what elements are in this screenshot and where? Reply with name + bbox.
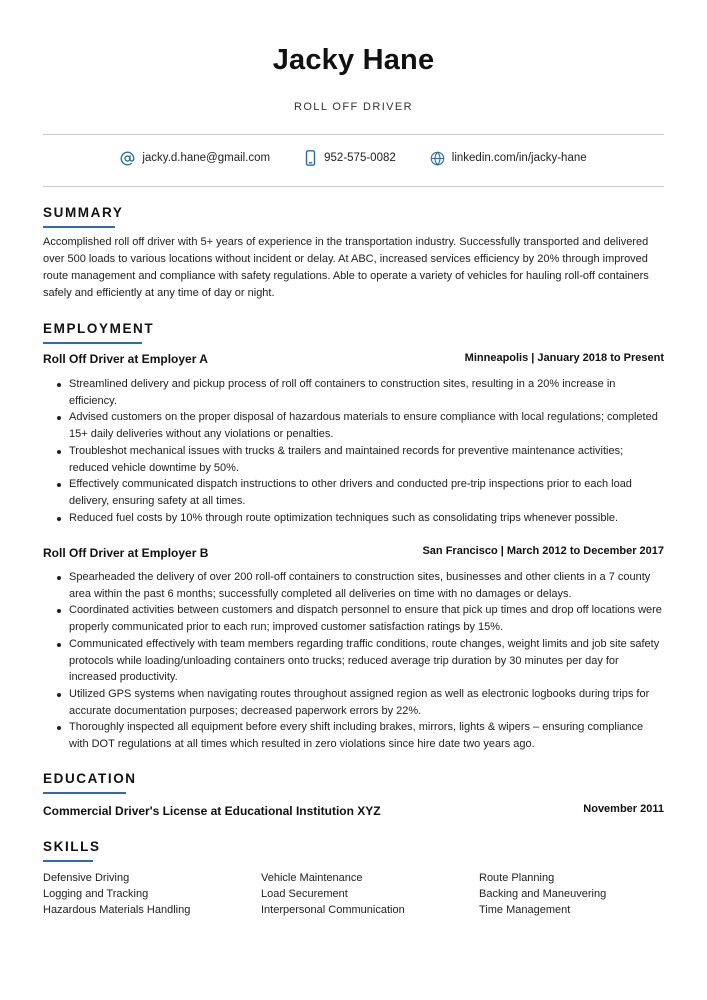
- job-bullets: [43, 569, 664, 753]
- summary-text: Accomplished roll off driver with 5+ years of experience in the transportation industry. Successfully transported and delivered over 500 loads to various locations without incident or delay. At ABC, increased services efficiency by 20% through improved route management and compliance with safety regulations. Able to operate a variety of vehicles for hauling roll-off containers safely and efficiently at any time of day or night.: [43, 236, 649, 299]
- at-icon: [120, 151, 135, 166]
- job-bullets: [43, 376, 664, 526]
- skill-item: Hazardous Materials Handling: [43, 904, 191, 916]
- resume-page: [43, 0, 664, 1000]
- skills-grid: [43, 870, 664, 918]
- skill-item: Defensive Driving: [43, 872, 130, 884]
- skill-item: Backing and Maneuvering: [479, 888, 607, 900]
- list-item: Reduced fuel costs by 10% through route optimization techniques such as consolidating trips whenever possible.: [43, 510, 664, 527]
- employment-heading: EMPLOYMENT: [43, 321, 155, 336]
- skill-item: Load Securement: [261, 888, 348, 900]
- skill-item: Interpersonal Communication: [261, 904, 405, 916]
- skill-item: Vehicle Maintenance: [261, 872, 363, 884]
- employment-underline: [43, 342, 142, 344]
- skill-item: Route Planning: [479, 872, 555, 884]
- phone-text[interactable]: 952-575-0082: [324, 152, 396, 164]
- skill-item: Logging and Tracking: [43, 888, 149, 900]
- job-meta: San Francisco | March 2012 to December 2017: [422, 545, 664, 557]
- header-divider-bottom: [43, 186, 664, 187]
- list-item: Utilized GPS systems when navigating routes throughout assigned region as well as electronic logbooks during trips for accurate documentation purposes; decreased paperwork errors by 22%.: [43, 686, 664, 719]
- list-item: Troubleshot mechanical issues with trucks & trailers and maintained records for preventive maintenance activities; reduced vehicle downtime by 50%.: [43, 443, 664, 476]
- linkedin-text[interactable]: linkedin.com/in/jacky-hane: [451, 152, 587, 164]
- contact-phone[interactable]: [304, 150, 396, 166]
- contact-email[interactable]: [120, 151, 270, 166]
- education-underline: [43, 792, 126, 794]
- list-item: Communicated effectively with team members regarding traffic conditions, route changes, weight limits and job site safety protocols while loading/unloading containers onto trucks; reduced average trip duration by 30 minutes per day for increased productivity.: [43, 636, 664, 686]
- job-meta: Minneapolis | January 2018 to Present: [464, 352, 664, 364]
- education-degree: Commercial Driver's License at Educational Institution XYZ: [43, 804, 381, 818]
- candidate-name: Jacky Hane: [272, 44, 435, 76]
- education-heading: EDUCATION: [43, 771, 137, 786]
- skills-heading: SKILLS: [43, 839, 101, 854]
- list-item: Coordinated activities between customers and dispatch personnel to ensure that pick up times and drop off locations were properly communicated prior to each run; improved customer satisfaction ratings by 15%.: [43, 602, 664, 635]
- email-text[interactable]: jacky.d.hane@gmail.com: [142, 152, 271, 164]
- summary-underline: [43, 226, 115, 228]
- list-item: Advised customers on the proper disposal of hazardous materials to ensure compliance with local regulations; completed 15+ daily deliveries without any violations or penalties.: [43, 409, 664, 442]
- list-item: Spearheaded the delivery of over 200 roll-off containers to construction sites, businesses and other clients in a 7 county area within the past 6 months; successfully completed all deliveries on time with no damages or delays.: [43, 569, 664, 602]
- contact-linkedin[interactable]: [430, 151, 587, 166]
- candidate-role: ROLL OFF DRIVER: [294, 101, 413, 113]
- header-divider-top: [43, 134, 664, 135]
- summary-heading: SUMMARY: [43, 205, 124, 220]
- globe-icon: [430, 151, 445, 166]
- skill-item: Time Management: [479, 904, 571, 916]
- job-title: Roll Off Driver at Employer B: [43, 546, 209, 560]
- skills-underline: [43, 860, 93, 862]
- job-title: Roll Off Driver at Employer A: [43, 352, 208, 366]
- list-item: Thoroughly inspected all equipment before every shift including brakes, mirrors, lights & wipers – ensuring compliance with DOT regulations at all times which resulted in zero violations since hire date two years ago.: [43, 719, 664, 752]
- list-item: Streamlined delivery and pickup process of roll off containers to construction sites, resulting in a 20% increase in efficiency.: [43, 376, 664, 409]
- phone-icon: [304, 150, 317, 166]
- education-date: November 2011: [583, 803, 664, 815]
- contact-row: [43, 150, 664, 166]
- list-item: Effectively communicated dispatch instructions to other drivers and conducted pre-trip inspections prior to each load delivery, ensuring safety at all times.: [43, 476, 664, 509]
